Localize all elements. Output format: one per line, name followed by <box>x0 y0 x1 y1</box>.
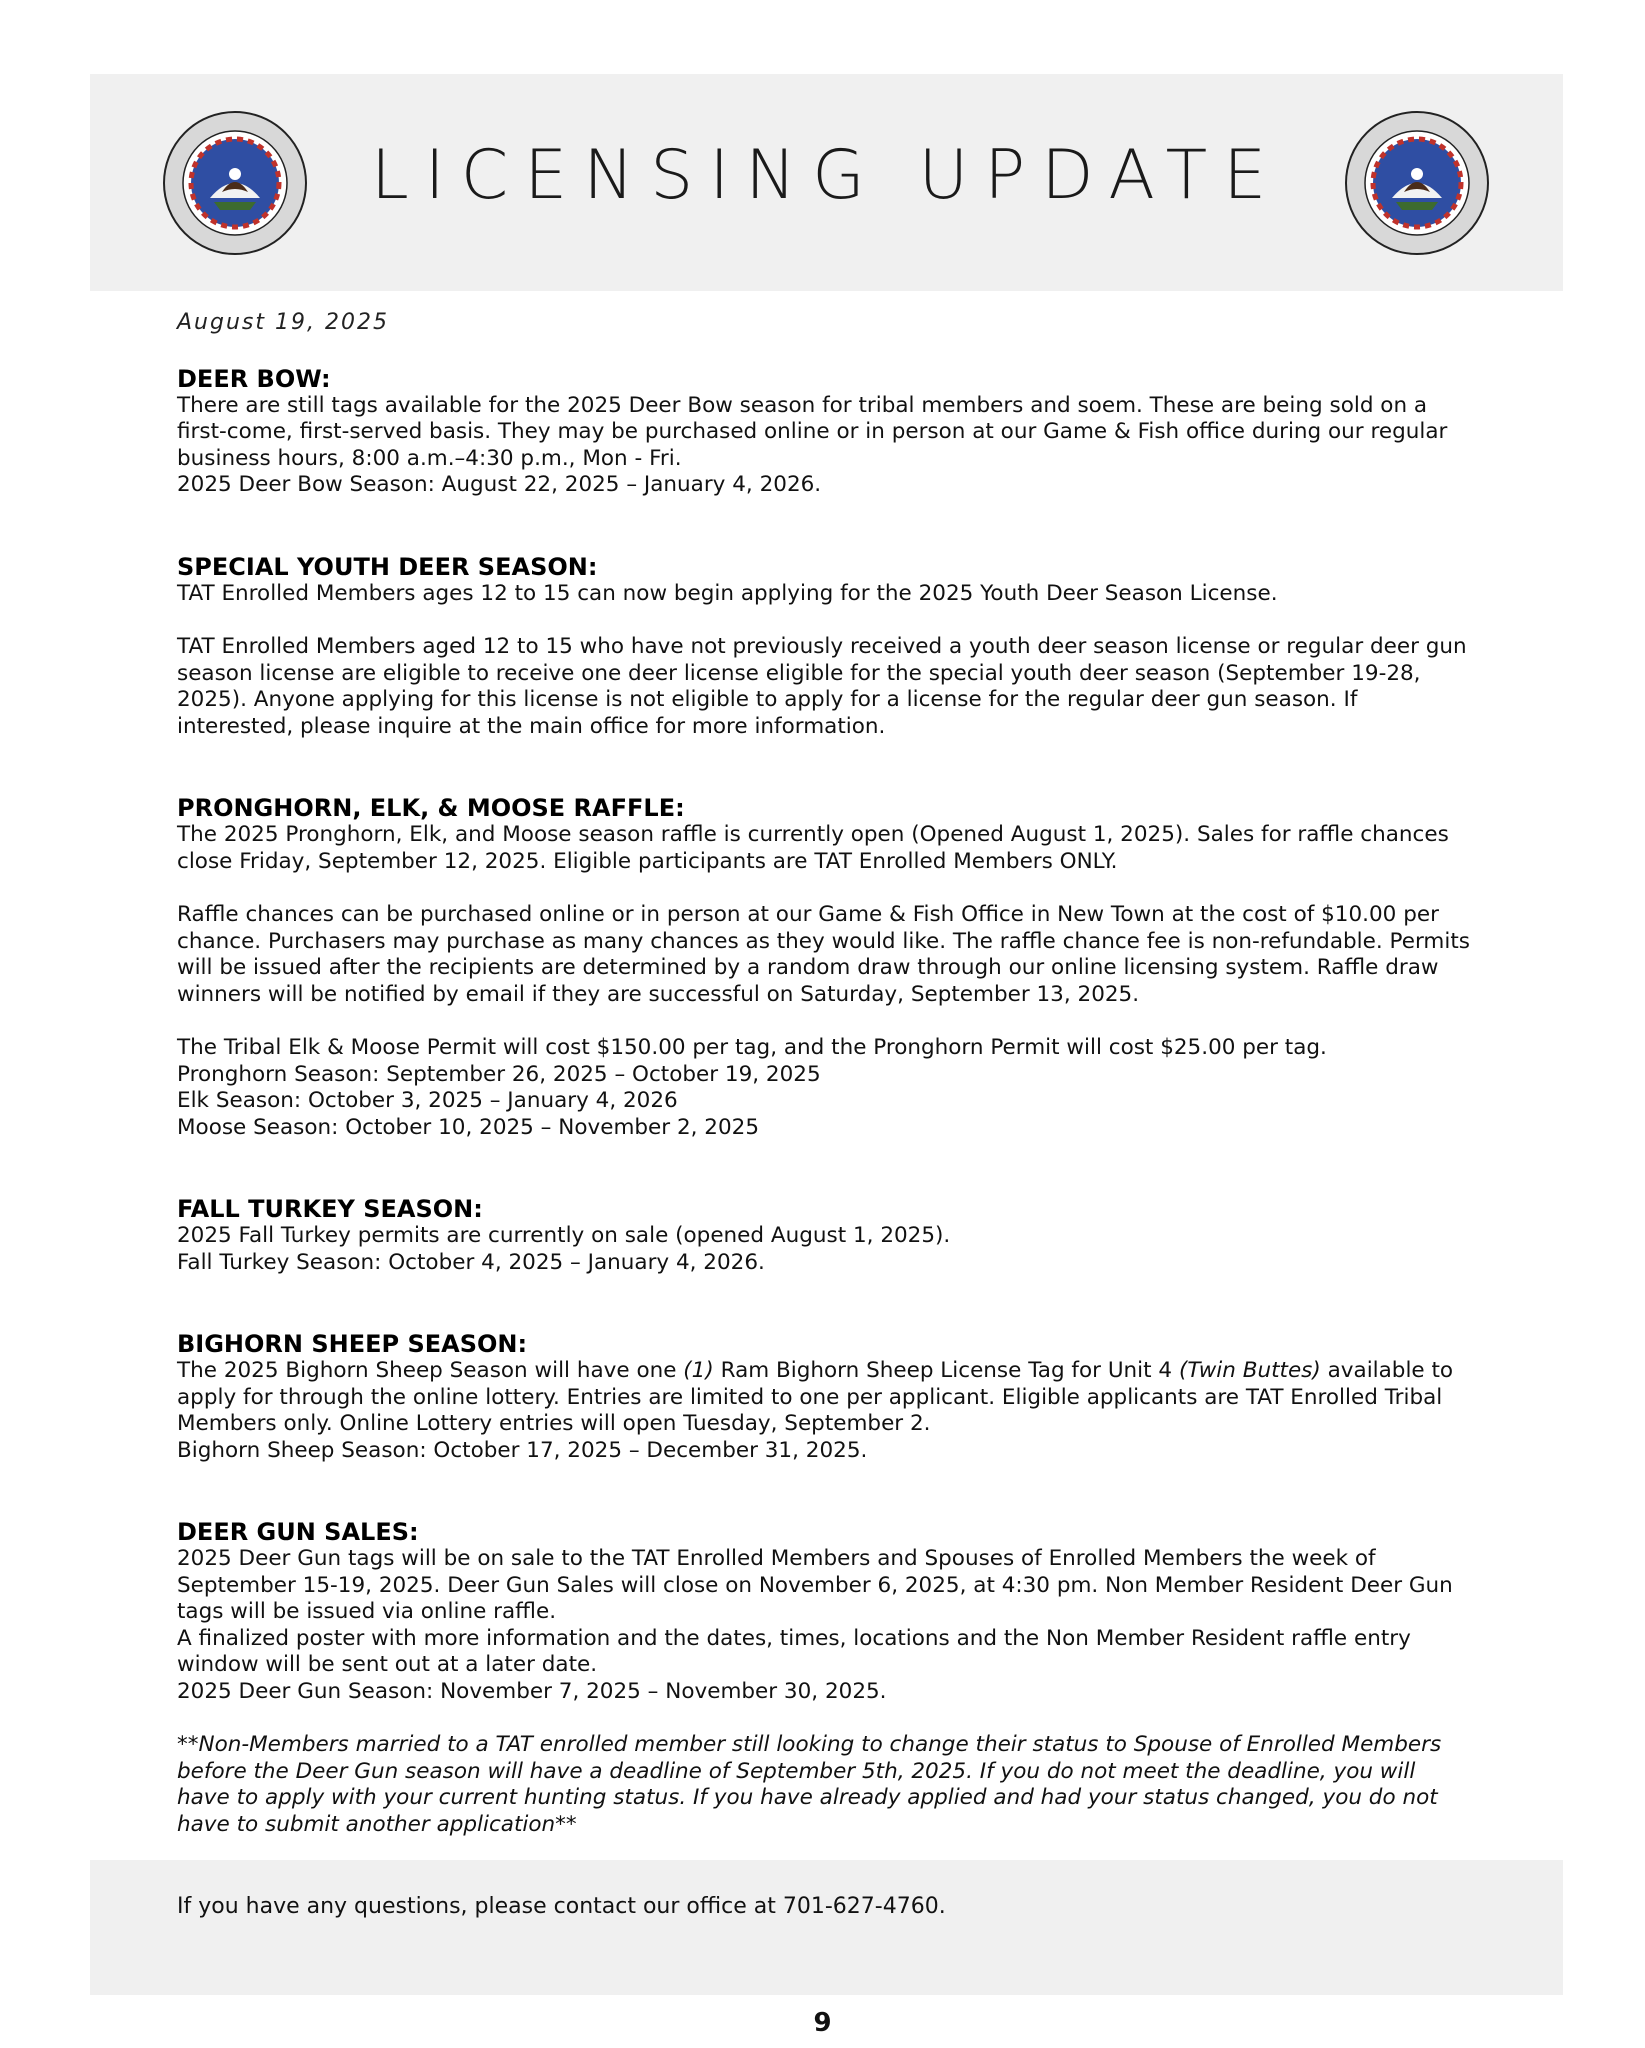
text-line: window will be sent out at a later date. <box>177 1652 598 1677</box>
page-number: 9 <box>813 2008 832 2038</box>
header-band <box>90 74 1563 291</box>
text-run: The 2025 Bighorn Sheep Season will have one <box>177 1358 684 1383</box>
text-line: first-come, first-served basis. They may be purchased online or in person at our Game & Fish office during our regular <box>177 419 1448 444</box>
section-title: BIGHORN SHEEP SEASON: <box>177 1330 528 1358</box>
text-line: Fall Turkey Season: October 4, 2025 – January 4, 2026. <box>177 1249 765 1275</box>
document-date: August 19, 2025 <box>177 310 389 335</box>
section-deer-gun <box>177 1518 1507 1838</box>
text-line: September 15-19, 2025. Deer Gun Sales will close on November 6, 2025, at 4:30 pm. Non Member Resident Deer Gun <box>177 1572 1453 1598</box>
section-title: FALL TURKEY SEASON: <box>177 1195 483 1223</box>
text-line: season license are eligible to receive one deer license eligible for the special youth deer season (September 19-28, <box>177 660 1421 686</box>
text-line: apply for through the online lottery. Entries are limited to one per applicant. Eligible applicants are TAT Enrolled Tribal <box>177 1384 1443 1410</box>
section-youth-deer <box>177 553 1507 741</box>
text-line: Raffle chances can be purchased online or in person at our Game & Fish Office in New Town at the cost of $10.00 per <box>177 902 1439 927</box>
text-line: A finalized poster with more information and the dates, times, locations and the Non Member Resident raffle entry <box>177 1625 1411 1651</box>
section-fall-turkey <box>177 1195 1507 1276</box>
text-line: 2025 Fall Turkey permits are currently on sale (opened August 1, 2025). <box>177 1223 951 1248</box>
section-raffle <box>177 794 1507 1141</box>
section-bighorn-sheep <box>177 1330 1507 1464</box>
text-line: Elk Season: October 3, 2025 – January 4, 2026 <box>177 1088 678 1113</box>
note-line: before the Deer Gun season will have a deadline of September 5th, 2025. If you do not meet the deadline, you will <box>177 1758 1416 1784</box>
text-line: Bighorn Sheep Season: October 17, 2025 – December 31, 2025. <box>177 1437 868 1463</box>
page-title: LICENSING UPDATE <box>370 136 1283 215</box>
document-body <box>177 310 1507 1838</box>
footer-band <box>90 1860 1563 1995</box>
section-title: DEER GUN SALES: <box>177 1518 419 1546</box>
note-line: have to apply with your current hunting status. If you have already applied and had your status changed, you do not <box>177 1785 1438 1810</box>
text-line: Moose Season: October 10, 2025 – November 2, 2025 <box>177 1114 760 1140</box>
text-line: There are still tags available for the 2025 Deer Bow season for tribal members and soem. These are being sold on a <box>177 392 1428 418</box>
text-line: tags will be issued via online raffle. <box>177 1599 557 1624</box>
text-line: 2025 Deer Gun tags will be on sale to the TAT Enrolled Members and Spouses of Enrolled Members the week of <box>177 1546 1376 1571</box>
text-line: The 2025 Pronghorn, Elk, and Moose season raffle is currently open (Opened August 1, 2025). Sales for raffle chances <box>177 822 1449 847</box>
text-line: TAT Enrolled Members ages 12 to 15 can now begin applying for the 2025 Youth Deer Season License. <box>177 580 1278 606</box>
text-run: (1) <box>683 1358 714 1383</box>
text-line: chance. Purchasers may purchase as many chances as they would like. The raffle chance fee is non-refundable. Permits <box>177 928 1470 954</box>
text-line: close Friday, September 12, 2025. Eligible participants are TAT Enrolled Members ONLY. <box>177 848 1118 874</box>
text-line: Pronghorn Season: September 26, 2025 – October 19, 2025 <box>177 1061 821 1087</box>
note-line: have to submit another application** <box>177 1811 577 1837</box>
text-run: available to <box>1320 1358 1454 1383</box>
section-title: DEER BOW: <box>177 364 331 393</box>
section-deer-bow <box>177 365 1507 499</box>
text-line: will be issued after the recipients are determined by a random draw through our online licensing system. Raffle draw <box>177 955 1439 980</box>
text-line: 2025 Deer Bow Season: August 22, 2025 – January 4, 2026. <box>177 472 822 497</box>
note-line: **Non-Members married to a TAT enrolled member still looking to change their status to Spouse of Enrolled Members <box>177 1732 1442 1757</box>
text-line: 2025). Anyone applying for this license is not eligible to apply for a license for the regular deer gun season. If <box>177 687 1358 712</box>
section-title: PRONGHORN, ELK, & MOOSE RAFFLE: <box>177 794 685 822</box>
text-line: winners will be notified by email if they are successful on Saturday, September 13, 2025. <box>177 981 1140 1007</box>
text-line: interested, please inquire at the main office for more information. <box>177 713 886 739</box>
text-line <box>177 1358 1507 1385</box>
text-run: (Twin Buttes) <box>1178 1358 1321 1383</box>
text-line: Members only. Online Lottery entries will open Tuesday, September 2. <box>177 1411 931 1436</box>
text-run: Ram Bighorn Sheep License Tag for Unit 4 <box>713 1358 1179 1383</box>
section-title: SPECIAL YOUTH DEER SEASON: <box>177 552 598 581</box>
text-line: business hours, 8:00 a.m.–4:30 p.m., Mon - Fri. <box>177 445 682 471</box>
text-line: The Tribal Elk & Moose Permit will cost $150.00 per tag, and the Pronghorn Permit will cost $25.00 per tag. <box>177 1035 1327 1060</box>
text-line: 2025 Deer Gun Season: November 7, 2025 – November 30, 2025. <box>177 1678 887 1704</box>
contact-text: If you have any questions, please contact our office at 701-627-4760. <box>177 1894 946 1919</box>
fort-berthold-seal-logo <box>1344 110 1490 256</box>
text-line: TAT Enrolled Members aged 12 to 15 who have not previously received a youth deer season license or regular deer gun <box>177 634 1467 659</box>
